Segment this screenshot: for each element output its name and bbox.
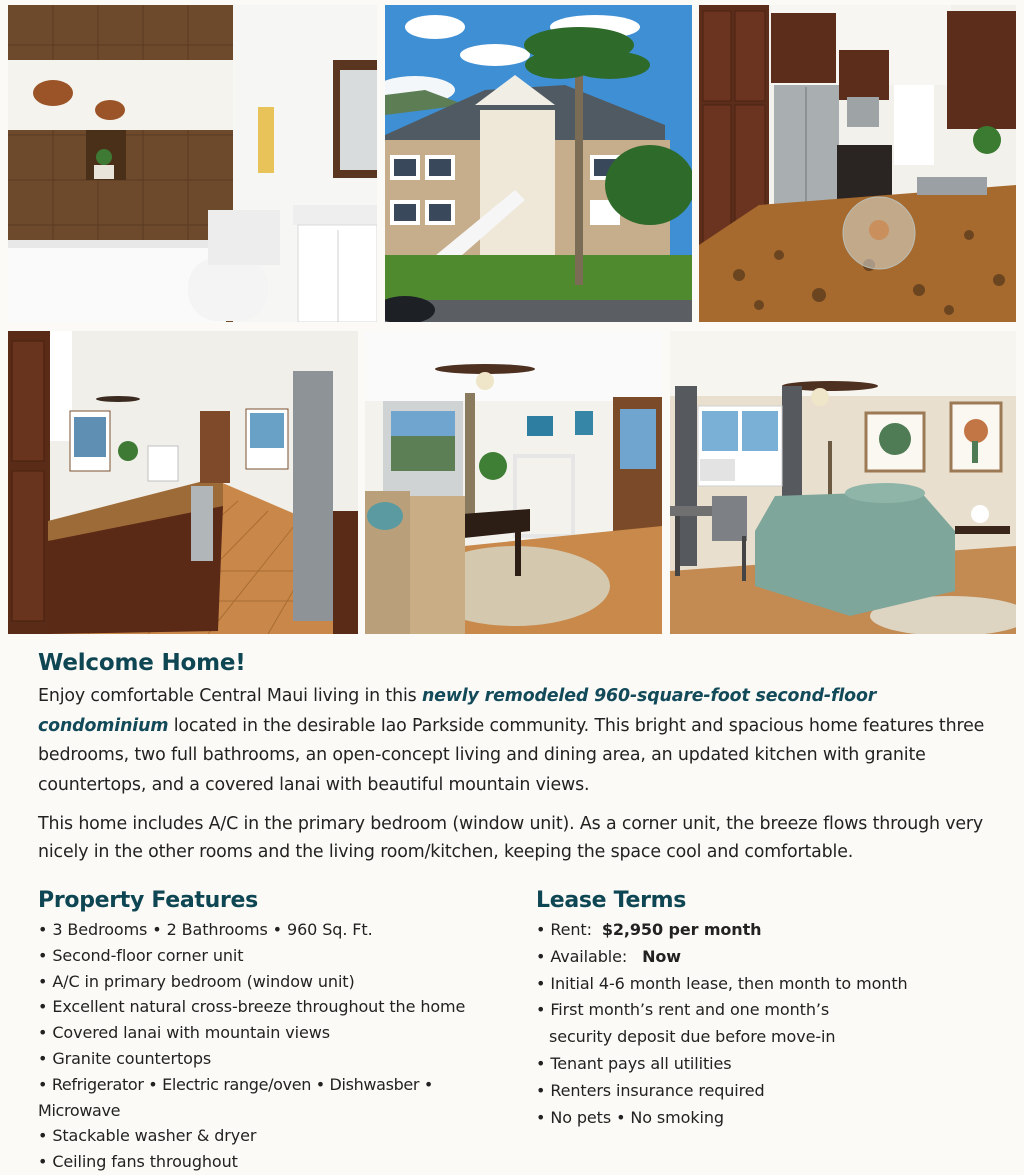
lease-item: • Initial 4-6 month lease, then month to month: [536, 973, 908, 993]
lease-rent: [536, 917, 996, 944]
feature-item: • Granite countertops: [38, 1048, 212, 1068]
welcome-text-intro: Enjoy comfortable Central Maui living in this: [38, 686, 422, 706]
photo-bedroom: [670, 331, 1016, 634]
available-label: • Available:: [536, 946, 628, 966]
photo-building-exterior: [385, 5, 692, 322]
welcome-section: [38, 650, 988, 866]
rent-value: $2,950 per month: [601, 920, 762, 939]
feature-item: • A/C in primary bedroom (window unit): [38, 971, 355, 991]
feature-item: • Excellent natural cross-breeze throughout the home: [38, 997, 466, 1017]
feature-item: • Ceiling fans throughout: [38, 1152, 238, 1172]
rent-label: • Rent:: [536, 920, 592, 939]
welcome-text-rest: located in the desirable Iao Parkside community. This bright and spacious home features three bedrooms, two full bathrooms, an open-concept living and dining area, an updated kitchen with granite countertops, and a covered lanai with beautiful mountain views.: [38, 715, 985, 795]
property-features: [38, 888, 518, 1175]
photo-bathroom: [8, 5, 377, 322]
features-list: [38, 917, 518, 1175]
photo-living-room: [365, 331, 662, 634]
feature-item: • Covered lanai with mountain views: [38, 1023, 330, 1043]
lease-terms: [536, 888, 996, 1131]
lease-item: security deposit due before move-in: [549, 1027, 836, 1047]
lease-list: [536, 917, 996, 1131]
available-value: Now: [642, 946, 681, 966]
photo-kitchen-living: [8, 331, 358, 634]
lease-item: • No pets • No smoking: [536, 1107, 724, 1127]
lease-available: [536, 944, 996, 971]
feature-item: • Stackable washer & dryer: [38, 1126, 257, 1146]
lease-item: • First month’s rent and one month’s: [536, 1000, 830, 1020]
feature-item: • 3 Bedrooms • 2 Bathrooms • 960 Sq. Ft.: [38, 920, 373, 939]
lease-item: • Renters insurance required: [536, 1080, 765, 1100]
welcome-text-highlight: newly remodeled 960-square-foot second-floor condominium: [38, 686, 877, 736]
features-title: Property Features: [38, 888, 258, 913]
ac-paragraph: This home includes A/C in the primary bedroom (window unit). As a corner unit, the breeze flows through very nicely in the other rooms and the living room/kitchen, keeping the space cool and comfortable.: [38, 814, 984, 862]
photo-kitchen: [699, 5, 1016, 322]
feature-item: • Second-floor corner unit: [38, 945, 244, 965]
welcome-title: Welcome Home!: [38, 650, 246, 676]
welcome-paragraph: [38, 682, 988, 800]
feature-item: • Refrigerator • Electric range/oven • Dishwasber • Microwave: [38, 1074, 433, 1120]
lease-title: Lease Terms: [536, 888, 687, 913]
lease-item: • Tenant pays all utilities: [536, 1053, 732, 1073]
